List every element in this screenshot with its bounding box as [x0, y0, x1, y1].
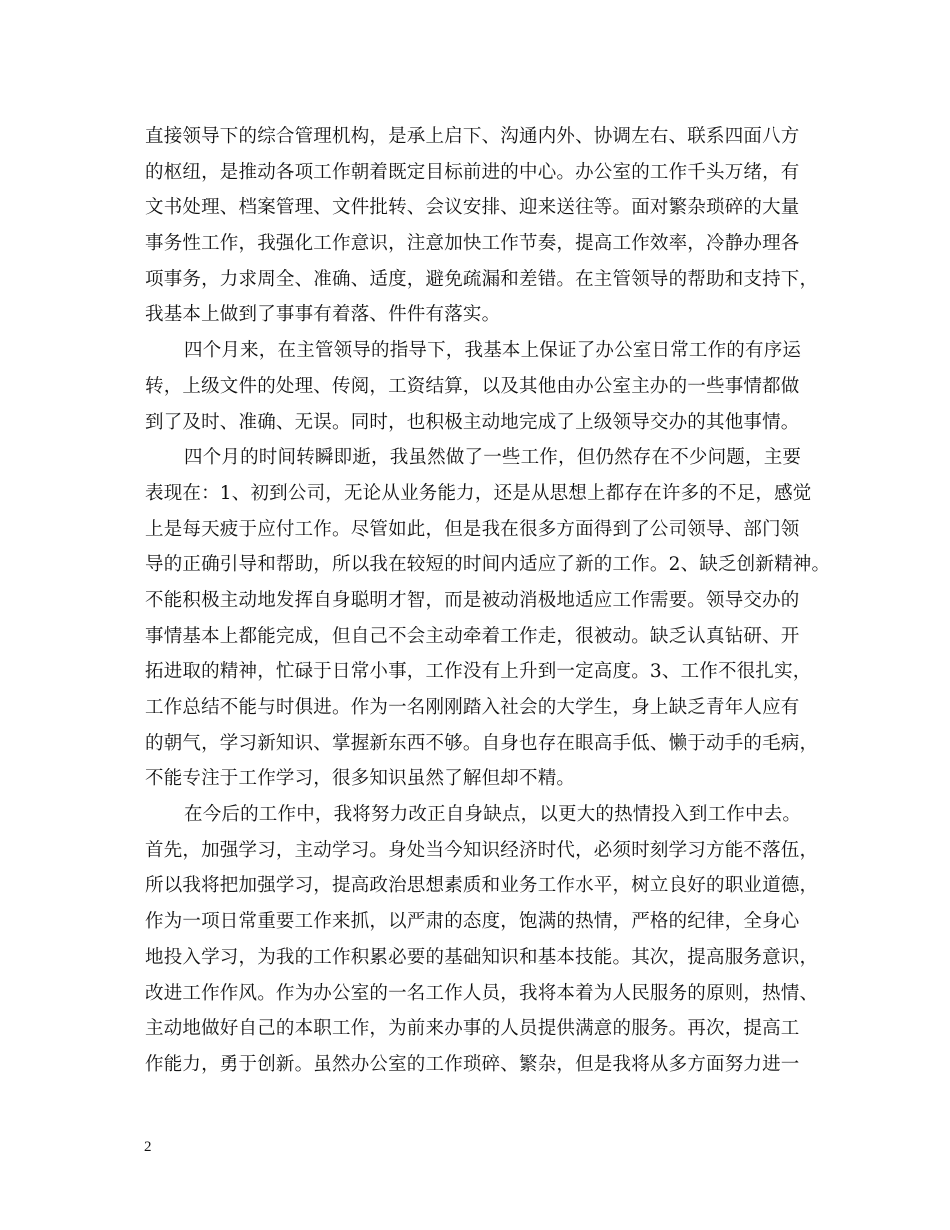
- text-line: 工作总结不能与时俱进。作为一名刚刚踏入社会的大学生，身上缺乏青年人应有: [145, 697, 800, 718]
- paragraph-start-line: 四个月的时间转瞬即逝，我虽然做了一些工作，但仍然存在不少问题，主要: [184, 447, 802, 469]
- text-line: 改进工作作风。作为办公室的一名工作人员，我将本着为人民服务的原则，热情、: [145, 982, 819, 1004]
- text-line: 事情基本上都能完成，但自己不会主动牵着工作走，很被动。缺乏认真钻研、开: [145, 625, 800, 647]
- text-line: 不能积极主动地发挥自身聪明才智，而是被动消极地适应工作需要。领导交办的: [145, 589, 800, 611]
- text-line: 的枢纽，是推动各项工作朝着既定目标前进的中心。办公室的工作千头万绪，有: [145, 161, 800, 183]
- text-line: 表现在：1、初到公司，无论从业务能力，还是从思想上都存在许多的不足，感觉: [145, 482, 812, 504]
- body-text: [145, 119, 831, 1083]
- text-line: 导的正确引导和帮助，所以我在较短的时间内适应了新的工作。2、缺乏创新精神。: [145, 554, 831, 576]
- page-number: 2: [144, 1139, 152, 1155]
- text-line: 地投入学习，为我的工作积累必要的基础知识和基本技能。其次，提高服务意识，: [145, 946, 819, 968]
- text-line: 主动地做好自己的本职工作，为前来办事的人员提供满意的服务。再次，提高工: [145, 1018, 800, 1040]
- text-line: 文书处理、档案管理、文件批转、会议安排、迎来送往等。面对繁杂琐碎的大量: [145, 197, 800, 219]
- text-line: 拓进取的精神，忙碌于日常小事，工作没有上升到一定高度。3、工作不很扎实，: [145, 661, 812, 683]
- text-line: 首先，加强学习，主动学习。身处当今知识经济时代，必须时刻学习方能不落伍，: [145, 839, 819, 861]
- text-line: 作能力，勇于创新。虽然办公室的工作琐碎、繁杂，但是我将从多方面努力进一: [145, 1053, 800, 1075]
- paragraph-start-line: 四个月来，在主管领导的指导下，我基本上保证了办公室日常工作的有序运: [184, 340, 802, 362]
- text-line: 事务性工作，我强化工作意识，注意加快工作节奏，提高工作效率，冷静办理各: [145, 233, 800, 255]
- text-line: 到了及时、准确、无误。同时，也积极主动地完成了上级领导交办的其他事情。: [145, 411, 800, 433]
- text-line: 不能专注于工作学习，很多知识虽然了解但却不精。: [145, 768, 576, 790]
- text-line: 的朝气，学习新知识、掌握新东西不够。自身也存在眼高手低、懒于动手的毛病，: [145, 732, 819, 754]
- text-line: 转，上级文件的处理、传阅，工资结算，以及其他由办公室主办的一些事情都做: [145, 375, 800, 397]
- text-line: 所以我将把加强学习，提高政治思想素质和业务工作水平，树立良好的职业道德，: [145, 875, 819, 897]
- text-line: 作为一项日常重要工作来抓，以严肃的态度，饱满的热情，严格的纪律，全身心: [145, 911, 800, 933]
- text-line: 项事务，力求周全、准确、适度，避免疏漏和差错。在主管领导的帮助和支持下，: [145, 268, 819, 290]
- text-line: 直接领导下的综合管理机构，是承上启下、沟通内外、协调左右、联系四面八方: [145, 126, 800, 147]
- text-line: 我基本上做到了事事有着落、件件有落实。: [145, 304, 501, 326]
- paragraph-start-line: 在今后的工作中，我将努力改正自身缺点，以更大的热情投入到工作中去。: [184, 804, 802, 826]
- text-line: 上是每天疲于应付工作。尽管如此，但是我在很多方面得到了公司领导、部门领: [145, 518, 800, 540]
